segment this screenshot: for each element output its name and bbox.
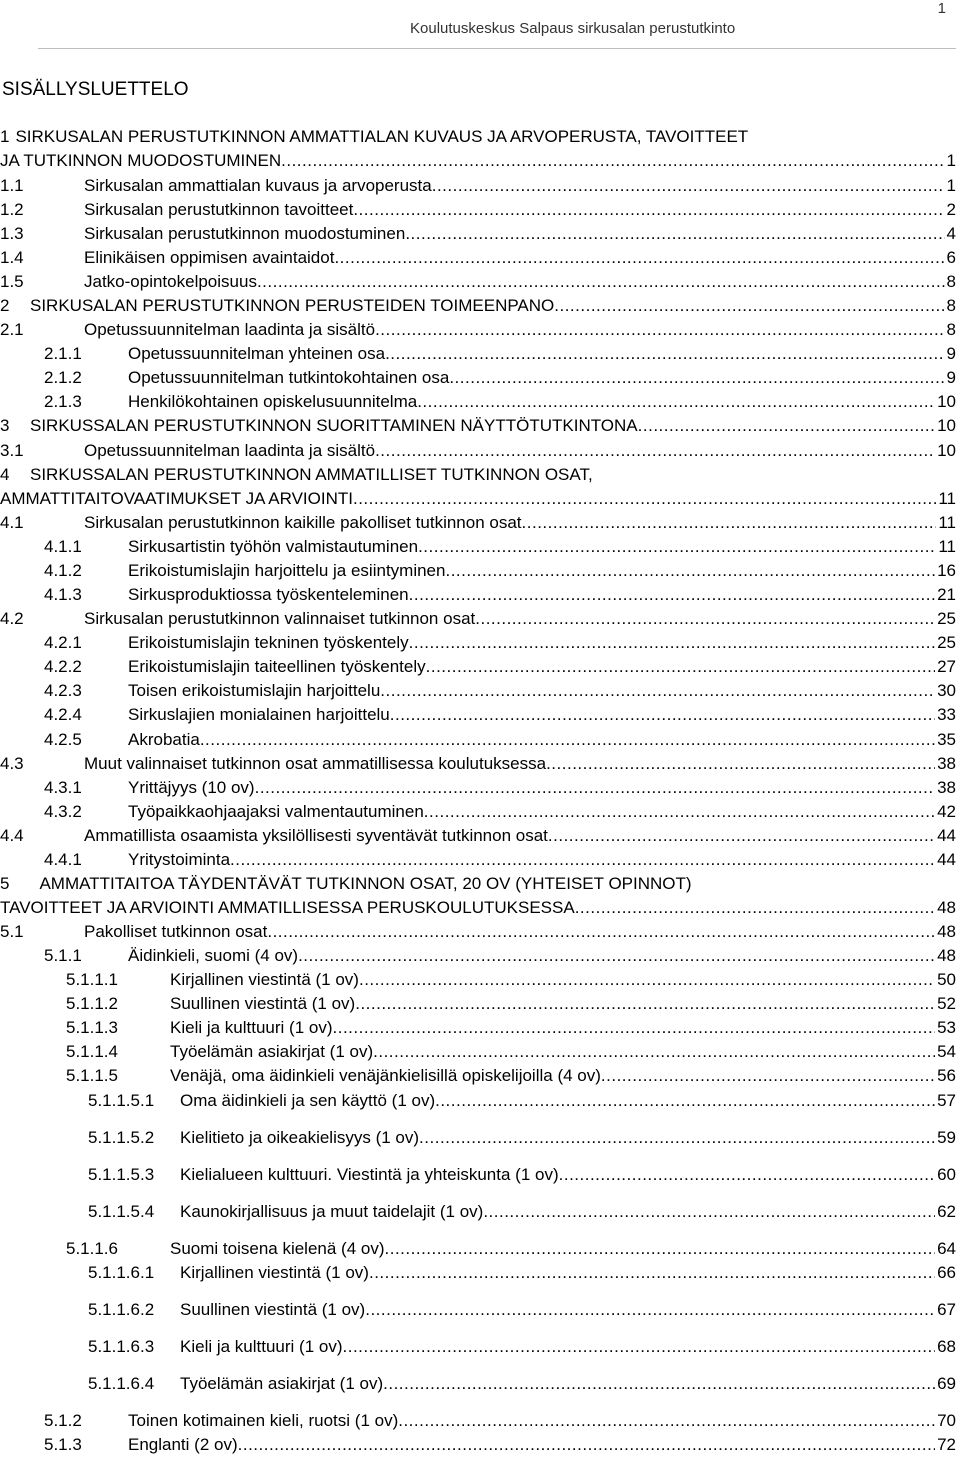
toc-leader-dots bbox=[409, 632, 935, 654]
toc-entry-page: 8 bbox=[946, 296, 956, 315]
toc-entry-title: Kieli ja kulttuuri (1 ov) bbox=[170, 1018, 333, 1037]
toc-entry[interactable] bbox=[0, 319, 956, 341]
toc-entry-number: 3.1 bbox=[0, 441, 24, 460]
toc-entry-number: 2.1.1 bbox=[44, 344, 82, 363]
toc-entry-page: 1 bbox=[946, 176, 956, 195]
toc-entry[interactable] bbox=[0, 873, 956, 921]
toc-entry-number: 1 bbox=[0, 127, 10, 146]
toc-leader-dots bbox=[298, 945, 935, 967]
toc-entry[interactable] bbox=[0, 271, 956, 293]
toc-entry-page: 1 bbox=[946, 151, 956, 170]
toc-entry-title: Sirkusproduktiossa työskenteleminen bbox=[128, 585, 409, 604]
toc-leader-dots bbox=[483, 1201, 935, 1223]
toc-entry-number: 4.3.1 bbox=[44, 778, 82, 797]
toc-entry[interactable] bbox=[44, 729, 956, 751]
toc-entry-title: Elinikäisen oppimisen avaintaidot bbox=[84, 248, 335, 267]
toc-entry[interactable] bbox=[88, 1299, 956, 1321]
toc-entry-page: 67 bbox=[937, 1300, 956, 1319]
toc-entry-title: Sirkusalan ammattialan kuvaus ja arvoperusta bbox=[84, 176, 432, 195]
toc-entry-page: 35 bbox=[937, 730, 956, 749]
toc-entry-title-continued: JA TUTKINNON MUODOSTUMINEN bbox=[0, 151, 282, 170]
toc-entry[interactable] bbox=[66, 1041, 956, 1063]
toc-entry-title: Venäjä, oma äidinkieli venäjänkielisillä opiskelijoilla (4 ov) bbox=[170, 1066, 601, 1085]
toc-entry[interactable] bbox=[44, 584, 956, 606]
toc-entry-page: 59 bbox=[937, 1128, 956, 1147]
toc-entry-page: 48 bbox=[937, 946, 956, 965]
toc-entry-number: 4.4.1 bbox=[44, 850, 82, 869]
toc-leader-dots bbox=[369, 1262, 935, 1284]
toc-entry[interactable] bbox=[66, 1238, 956, 1260]
toc-leader-dots bbox=[385, 1238, 936, 1260]
toc-entry-title: Toinen kotimainen kieli, ruotsi (1 ov) bbox=[128, 1411, 399, 1430]
toc-entry-page: 48 bbox=[937, 922, 956, 941]
toc-entry-title: Työpaikkaohjaajaksi valmentautuminen bbox=[128, 802, 424, 821]
toc-leader-dots bbox=[601, 1065, 935, 1087]
toc-entry-number: 1.2 bbox=[0, 200, 24, 219]
toc-entry-page: 11 bbox=[938, 489, 956, 508]
toc-entry[interactable] bbox=[0, 921, 956, 943]
toc-entry-number: 5.1.1.3 bbox=[66, 1018, 118, 1037]
toc-entry[interactable] bbox=[44, 704, 956, 726]
toc-entry-title: Sirkusalan perustutkinnon valinnaiset tutkinnon osat bbox=[84, 609, 476, 628]
toc-entry[interactable] bbox=[0, 753, 956, 775]
toc-entry-number: 5.1.1.4 bbox=[66, 1042, 118, 1061]
toc-entry[interactable] bbox=[88, 1336, 956, 1358]
toc-leader-dots bbox=[375, 319, 944, 341]
toc-entry-page: 72 bbox=[937, 1435, 956, 1454]
toc-leader-dots bbox=[559, 1164, 935, 1186]
toc-entry-page: 57 bbox=[937, 1091, 956, 1110]
toc-leader-dots bbox=[426, 656, 935, 678]
toc-entry-page: 10 bbox=[937, 441, 956, 460]
toc-entry[interactable] bbox=[0, 175, 956, 197]
toc-entry-page: 9 bbox=[946, 344, 956, 363]
toc-entry[interactable] bbox=[0, 464, 956, 512]
toc-entry[interactable] bbox=[0, 440, 956, 462]
toc-entry-title: Erikoistumislajin harjoittelu ja esiintyminen bbox=[128, 561, 446, 580]
toc-entry[interactable] bbox=[44, 1434, 956, 1456]
toc-entry-page: 8 bbox=[946, 320, 956, 339]
toc-entry-title-continued: AMMATTITAITOVAATIMUKSET JA ARVIOINTI bbox=[0, 489, 353, 508]
toc-entry[interactable] bbox=[44, 536, 956, 558]
toc-leader-dots bbox=[380, 680, 935, 702]
toc-entry-title-continued: TAVOITTEET JA ARVIOINTI AMMATILLISESSA PERUSKOULUTUKSESSA bbox=[0, 898, 575, 917]
toc-entry[interactable] bbox=[44, 945, 956, 967]
toc-entry[interactable] bbox=[44, 560, 956, 582]
toc-entry-number: 2.1.3 bbox=[44, 392, 82, 411]
toc-entry-page: 16 bbox=[937, 561, 956, 580]
toc-entry-page: 21 bbox=[937, 585, 956, 604]
toc-entry-number: 5.1.2 bbox=[44, 1411, 82, 1430]
toc-leader-dots bbox=[359, 969, 935, 991]
toc-entry[interactable] bbox=[88, 1373, 956, 1395]
toc-entry[interactable] bbox=[0, 199, 956, 221]
toc-leader-dots bbox=[257, 271, 945, 293]
toc-entry-page: 25 bbox=[937, 609, 956, 628]
toc-entry-title: Työelämän asiakirjat (1 ov) bbox=[180, 1374, 384, 1393]
toc-leader-dots bbox=[353, 199, 944, 221]
toc-entry[interactable] bbox=[0, 223, 956, 245]
toc-entry[interactable] bbox=[44, 777, 956, 799]
toc-leader-dots bbox=[255, 777, 935, 799]
toc-entry-number: 4.2.1 bbox=[44, 633, 82, 652]
toc-entry-page: 44 bbox=[937, 826, 956, 845]
toc-entry[interactable] bbox=[44, 849, 956, 871]
toc-entry-title: Henkilökohtainen opiskelusuunnitelma bbox=[128, 392, 418, 411]
toc-leader-dots bbox=[238, 1434, 935, 1456]
toc-entry-title: Suomi toisena kielenä (4 ov) bbox=[170, 1239, 385, 1258]
toc-entry-number: 4.2.2 bbox=[44, 657, 82, 676]
toc-entry-page: 50 bbox=[937, 970, 956, 989]
toc-entry-page: 68 bbox=[937, 1337, 956, 1356]
toc-entry-number: 5.1.1.5 bbox=[66, 1066, 118, 1085]
toc-entry-title: Erikoistumislajin taiteellinen työskentely bbox=[128, 657, 426, 676]
toc-entry-number: 5.1.1.6.4 bbox=[88, 1374, 155, 1393]
toc-leader-dots bbox=[445, 560, 935, 582]
toc-entry[interactable] bbox=[44, 391, 956, 413]
toc-entry[interactable] bbox=[88, 1201, 956, 1223]
toc-entry-page: 33 bbox=[937, 705, 956, 724]
toc-entry[interactable] bbox=[88, 1164, 956, 1186]
toc-entry-title: SIRKUSALAN PERUSTUTKINNON AMMATTIALAN KUVAUS JA ARVOPERUSTA, TAVOITTEET bbox=[15, 127, 749, 146]
toc-leader-dots bbox=[334, 247, 944, 269]
toc-entry-title: AMMATTITAITOA TÄYDENTÄVÄT TUTKINNON OSAT, 20 OV (YHTEISET OPINNOT) bbox=[39, 874, 692, 893]
toc-entry-number: 5.1.1.2 bbox=[66, 994, 118, 1013]
toc-entry[interactable] bbox=[0, 608, 956, 630]
toc-leader-dots bbox=[548, 825, 935, 847]
toc-entry[interactable] bbox=[66, 969, 956, 991]
toc-entry[interactable] bbox=[0, 295, 956, 317]
toc-entry[interactable] bbox=[0, 512, 956, 534]
toc-entry-title: SIRKUSSALAN PERUSTUTKINNON AMMATILLISET TUTKINNON OSAT, bbox=[30, 465, 593, 484]
toc-leader-dots bbox=[230, 849, 935, 871]
toc-entry[interactable] bbox=[44, 343, 956, 365]
toc-entry-number: 1.3 bbox=[0, 224, 24, 243]
toc-entry-title: Suullinen viestintä (1 ov) bbox=[170, 994, 356, 1013]
page-number: 1 bbox=[937, 0, 946, 17]
toc-entry-page: 56 bbox=[937, 1066, 956, 1085]
toc-leader-dots bbox=[353, 488, 936, 510]
toc-leader-dots bbox=[383, 1373, 935, 1395]
toc-entry[interactable] bbox=[0, 247, 956, 269]
toc-leader-dots bbox=[398, 1410, 935, 1432]
toc-entry[interactable] bbox=[66, 1065, 956, 1087]
toc-entry[interactable] bbox=[44, 632, 956, 654]
toc-entry-title: Sirkusalan perustutkinnon muodostuminen bbox=[84, 224, 406, 243]
toc-entry-title: Sirkusalan perustutkinnon tavoitteet bbox=[84, 200, 354, 219]
toc-entry-page: 66 bbox=[937, 1263, 956, 1282]
toc-entry-page: 69 bbox=[937, 1374, 956, 1393]
toc-entry[interactable] bbox=[0, 415, 956, 437]
toc-leader-dots bbox=[475, 608, 935, 630]
toc-entry-title: Äidinkieli, suomi (4 ov) bbox=[128, 946, 299, 965]
toc-leader-dots bbox=[267, 921, 935, 943]
toc-entry-page: 11 bbox=[938, 537, 956, 556]
toc-leader-dots bbox=[333, 1017, 936, 1039]
toc-entry-page: 60 bbox=[937, 1165, 956, 1184]
toc-entry-number: 5.1.3 bbox=[44, 1435, 82, 1454]
toc-leader-dots bbox=[432, 175, 945, 197]
toc-entry-page: 48 bbox=[937, 898, 956, 917]
toc-leader-dots bbox=[546, 753, 935, 775]
toc-leader-dots bbox=[424, 801, 935, 823]
toc-leader-dots bbox=[575, 897, 935, 919]
toc-entry[interactable] bbox=[44, 367, 956, 389]
toc-leader-dots bbox=[385, 343, 944, 365]
toc-entry-title: SIRKUSSALAN PERUSTUTKINNON SUORITTAMINEN NÄYTTÖTUTKINTONA bbox=[30, 416, 638, 435]
toc-entry-page: 8 bbox=[946, 272, 956, 291]
toc-leader-dots bbox=[418, 536, 936, 558]
toc-entry-number: 1.4 bbox=[0, 248, 24, 267]
toc-entry-title: Toisen erikoistumislajin harjoittelu bbox=[128, 681, 381, 700]
toc-leader-dots bbox=[343, 1336, 936, 1358]
toc-entry-title: Sirkuslajien monialainen harjoittelu bbox=[128, 705, 390, 724]
toc-leader-dots bbox=[355, 993, 935, 1015]
toc-leader-dots bbox=[419, 1127, 935, 1149]
toc-entry-title: Opetussuunnitelman tutkintokohtainen osa bbox=[128, 368, 450, 387]
toc-entry-title: Työelämän asiakirjat (1 ov) bbox=[170, 1042, 374, 1061]
toc-entry-number: 5.1.1.5.1 bbox=[88, 1091, 155, 1110]
toc-entry-number: 2.1 bbox=[0, 320, 24, 339]
toc-entry-page: 38 bbox=[937, 778, 956, 797]
toc-entry-page: 11 bbox=[938, 513, 956, 532]
toc-entry-number: 4.2 bbox=[0, 609, 24, 628]
toc-entry-number: 4.1.2 bbox=[44, 561, 82, 580]
toc-entry[interactable] bbox=[66, 1017, 956, 1039]
toc-entry[interactable] bbox=[44, 1410, 956, 1432]
toc-leader-dots bbox=[409, 584, 935, 606]
toc-entry-page: 53 bbox=[937, 1018, 956, 1037]
toc-entry-number: 4 bbox=[0, 465, 10, 484]
toc-entry-number: 3 bbox=[0, 416, 10, 435]
toc-entry-page: 25 bbox=[937, 633, 956, 652]
toc-entry[interactable] bbox=[44, 656, 956, 678]
toc-entry-title: Kaunokirjallisuus ja muut taidelajit (1 ov) bbox=[180, 1202, 484, 1221]
toc-leader-dots bbox=[522, 512, 937, 534]
toc-entry-title: Sirkusalan perustutkinnon kaikille pakolliset tutkinnon osat bbox=[84, 513, 522, 532]
toc-entry-title: Opetussuunnitelman yhteinen osa bbox=[128, 344, 386, 363]
toc-entry-number: 1.1 bbox=[0, 176, 24, 195]
toc-entry-page: 6 bbox=[946, 248, 956, 267]
toc-entry-title: Kirjallinen viestintä (1 ov) bbox=[180, 1263, 369, 1282]
toc-entry-number: 5.1.1.6 bbox=[66, 1239, 118, 1258]
toc-entry-number: 5.1.1.6.1 bbox=[88, 1263, 155, 1282]
toc-entry[interactable] bbox=[44, 801, 956, 823]
toc-entry[interactable] bbox=[66, 993, 956, 1015]
toc-entry-page: 62 bbox=[937, 1202, 956, 1221]
toc-entry-page: 64 bbox=[937, 1239, 956, 1258]
toc-entry-title: Sirkusartistin työhön valmistautuminen bbox=[128, 537, 419, 556]
toc-entry-page: 10 bbox=[937, 392, 956, 411]
toc-entry-title: Jatko-opintokelpoisuus bbox=[84, 272, 257, 291]
toc-leader-dots bbox=[417, 391, 935, 413]
toc-entry-title: SIRKUSALAN PERUSTUTKINNON PERUSTEIDEN TOIMEENPANO bbox=[30, 296, 555, 315]
toc-entry-title: Muut valinnaiset tutkinnon osat ammatillisessa koulutuksessa bbox=[84, 754, 547, 773]
toc-entry[interactable] bbox=[88, 1262, 956, 1284]
toc-entry-page: 2 bbox=[946, 200, 956, 219]
toc-leader-dots bbox=[554, 295, 944, 317]
toc-entry-title: Kieli ja kulttuuri (1 ov) bbox=[180, 1337, 343, 1356]
toc-entry-number: 5.1.1.5.3 bbox=[88, 1165, 155, 1184]
toc-leader-dots bbox=[390, 704, 935, 726]
toc-entry-page: 42 bbox=[937, 802, 956, 821]
toc-entry-title: Yritystoiminta bbox=[128, 850, 231, 869]
toc-entry-page: 52 bbox=[937, 994, 956, 1013]
toc-entry-number: 4.2.5 bbox=[44, 730, 82, 749]
toc-entry-number: 4.3.2 bbox=[44, 802, 82, 821]
toc-entry-number: 4.2.4 bbox=[44, 705, 82, 724]
toc-entry-title: Kielialueen kulttuuri. Viestintä ja yhteiskunta (1 ov) bbox=[180, 1165, 559, 1184]
toc-entry-number: 2 bbox=[0, 296, 10, 315]
toc-entry-title: Kirjallinen viestintä (1 ov) bbox=[170, 970, 359, 989]
toc-entry-number: 5.1.1.5.2 bbox=[88, 1128, 155, 1147]
toc-entry-number: 5.1.1.1 bbox=[66, 970, 118, 989]
toc-entry-number: 5.1.1.6.3 bbox=[88, 1337, 155, 1356]
toc-entry-number: 4.1.1 bbox=[44, 537, 82, 556]
toc-heading: SISÄLLYSLUETTELO bbox=[2, 79, 189, 100]
toc-entry-title: Kielitieto ja oikeakielisyys (1 ov) bbox=[180, 1128, 420, 1147]
toc-entry-number: 5.1.1 bbox=[44, 946, 82, 965]
toc-leader-dots bbox=[435, 1090, 935, 1112]
toc-entry-number: 4.1 bbox=[0, 513, 24, 532]
toc-leader-dots bbox=[638, 415, 935, 437]
toc-entry-page: 54 bbox=[937, 1042, 956, 1061]
toc-leader-dots bbox=[281, 150, 944, 172]
toc-entry-number: 4.4 bbox=[0, 826, 24, 845]
toc-leader-dots bbox=[375, 440, 935, 462]
toc-leader-dots bbox=[365, 1299, 935, 1321]
toc-entry-page: 4 bbox=[946, 224, 956, 243]
header-title: Koulutuskeskus Salpaus sirkusalan perustutkinto bbox=[410, 20, 736, 37]
toc-entry-page: 38 bbox=[937, 754, 956, 773]
toc-entry-number: 5.1.1.6.2 bbox=[88, 1300, 155, 1319]
toc-entry[interactable] bbox=[88, 1127, 956, 1149]
toc-entry-title: Englanti (2 ov) bbox=[128, 1435, 238, 1454]
toc-entry-page: 9 bbox=[946, 368, 956, 387]
toc-leader-dots bbox=[405, 223, 944, 245]
toc-entry-page: 44 bbox=[937, 850, 956, 869]
toc-leader-dots bbox=[373, 1041, 935, 1063]
toc-entry[interactable] bbox=[44, 680, 956, 702]
toc-entry-title: Opetussuunnitelman laadinta ja sisältö bbox=[84, 441, 376, 460]
toc-entry[interactable] bbox=[88, 1090, 956, 1112]
toc-entry-title: Akrobatia bbox=[128, 730, 200, 749]
toc-entry[interactable] bbox=[0, 825, 956, 847]
toc-entry-number: 4.1.3 bbox=[44, 585, 82, 604]
toc-entry-number: 4.2.3 bbox=[44, 681, 82, 700]
toc-entry-number: 5.1 bbox=[0, 922, 24, 941]
toc-entry-title: Erikoistumislajin tekninen työskentely bbox=[128, 633, 409, 652]
toc-entry-number: 4.3 bbox=[0, 754, 24, 773]
toc-entry-title: Pakolliset tutkinnon osat bbox=[84, 922, 268, 941]
toc-leader-dots bbox=[200, 729, 935, 751]
toc-entry-number: 1.5 bbox=[0, 272, 24, 291]
toc-entry-title: Suullinen viestintä (1 ov) bbox=[180, 1300, 366, 1319]
toc-entry-page: 30 bbox=[937, 681, 956, 700]
toc-entry[interactable] bbox=[0, 126, 956, 174]
toc-entry-number: 5 bbox=[0, 874, 10, 893]
toc-entry-number: 2.1.2 bbox=[44, 368, 82, 387]
toc-entry-page: 27 bbox=[937, 657, 956, 676]
toc-entry-page: 10 bbox=[937, 416, 956, 435]
toc-entry-title: Yrittäjyys (10 ov) bbox=[128, 778, 255, 797]
toc-entry-page: 70 bbox=[937, 1411, 956, 1430]
toc-entry-number: 5.1.1.5.4 bbox=[88, 1202, 155, 1221]
toc-leader-dots bbox=[449, 367, 944, 389]
toc-entry-title: Opetussuunnitelman laadinta ja sisältö bbox=[84, 320, 376, 339]
toc-entry-title: Ammatillista osaamista yksilöllisesti syventävät tutkinnon osat bbox=[84, 826, 548, 845]
toc-entry-title: Oma äidinkieli ja sen käyttö (1 ov) bbox=[180, 1091, 436, 1110]
